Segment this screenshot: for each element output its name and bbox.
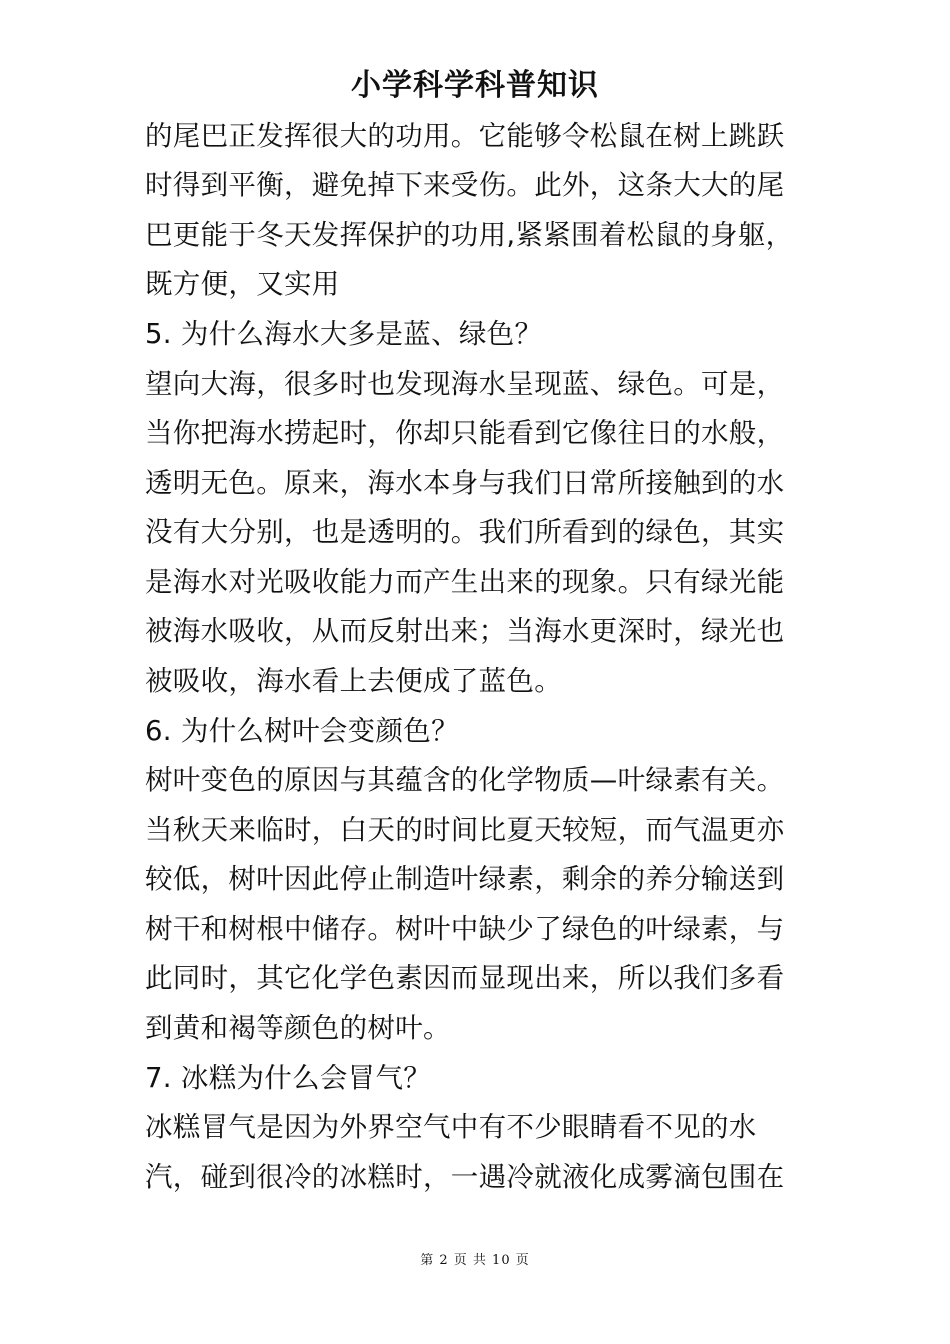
text-line: 汽，碰到很冷的冰糕时，一遇冷就液化成雾滴包围在 xyxy=(145,1161,785,1193)
text-line: 到黄和褐等颜色的树叶。 xyxy=(145,1012,451,1044)
text-line: 望向大海，很多时也发现海水呈现蓝、绿色。可是， xyxy=(145,368,785,400)
text-line: 较低，树叶因此停止制造叶绿素，剩余的养分输送到 xyxy=(145,863,785,895)
text-line: 没有大分别，也是透明的。我们所看到的绿色，其实 xyxy=(145,516,785,548)
text-line: 被海水吸收，从而反射出来；当海水更深时，绿光也 xyxy=(145,615,785,647)
section-heading: 5. 为什么海水大多是蓝、绿色？ xyxy=(145,318,543,350)
text-line: 树干和树根中储存。树叶中缺少了绿色的叶绿素，与 xyxy=(145,913,785,945)
text-line: 树叶变色的原因与其蕴含的化学物质—叶绿素有关。 xyxy=(145,764,785,796)
text-line: 既方便，又实用 xyxy=(145,268,340,300)
text-line: 当秋天来临时，白天的时间比夏天较短，而气温更亦 xyxy=(145,814,785,846)
text-line: 被吸收，海水看上去便成了蓝色。 xyxy=(145,665,562,697)
text-line: 巴更能于冬天发挥保护的功用,紧紧围着松鼠的身躯， xyxy=(145,219,794,251)
page-title: 小学科学科普知识 xyxy=(351,68,599,103)
section-heading: 6. 为什么树叶会变颜色？ xyxy=(145,715,459,747)
text-line: 透明无色。原来，海水本身与我们日常所接触到的水 xyxy=(145,467,785,499)
text-line: 的尾巴正发挥很大的功用。它能够令松鼠在树上跳跃 xyxy=(145,120,785,152)
text-line: 当你把海水捞起时，你却只能看到它像往日的水般， xyxy=(145,417,785,449)
text-line: 是海水对光吸收能力而产生出来的现象。只有绿光能 xyxy=(145,566,785,598)
text-line: 冰糕冒气是因为外界空气中有不少眼睛看不见的水 xyxy=(145,1111,757,1143)
text-line: 时得到平衡，避免掉下来受伤。此外，这条大大的尾 xyxy=(145,169,785,201)
text-line: 此同时，其它化学色素因而显现出来，所以我们多看 xyxy=(145,962,785,994)
page-footer: 第 2 页 共 10 页 xyxy=(420,1253,530,1268)
section-heading: 7. 冰糕为什么会冒气？ xyxy=(145,1062,432,1094)
